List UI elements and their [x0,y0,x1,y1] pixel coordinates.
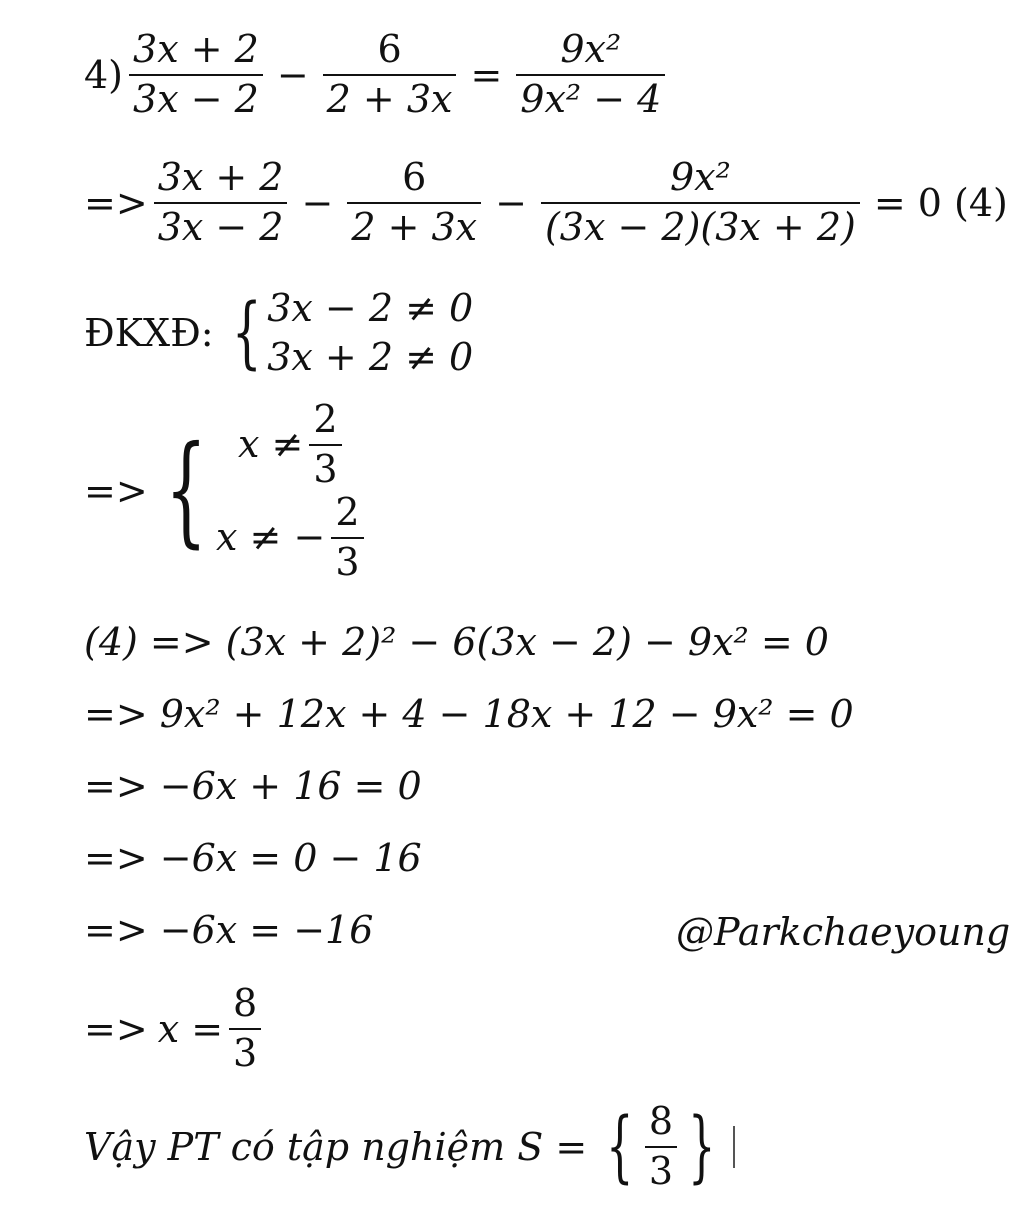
conclusion-line: Vậy PT có tập nghiệm S = { $\frac{8}{3}$ } [84,1100,735,1193]
fraction: $\frac{6}{2 + 3x}$ [323,28,457,121]
solution-set: { $\frac{8}{3}$ } [595,1100,734,1193]
step-line: => 9x² + 12x + 4 − 18x + 12 − 9x² = 0 [84,692,854,736]
dkxd-label: ĐKXĐ: [84,311,214,356]
step-line: => −6x + 16 = 0 [84,764,422,808]
step-line: (4) => (3x + 2)² − 6(3x − 2) − 9x² = 0 [84,620,829,664]
left-brace-icon: { [606,1101,634,1192]
condition-system: x ≠ $\frac{2}{3}$ x ≠ − $\frac{2}{3}$ [216,398,369,585]
implies-arrow: => [84,1006,148,1051]
step-line: => −6x = 0 − 16 [84,836,422,880]
fraction: $\frac{6}{2 + 3x}$ [347,156,481,249]
fraction: $\frac{3x + 2}{3x - 2}$ [154,156,288,249]
implies-arrow: => [84,180,148,225]
author-watermark: @Parkchaeyoung [676,910,1011,954]
solution-line: => x = $\frac{8}{3}$ [84,982,267,1075]
domain-condition [84,284,473,383]
x-conditions [84,398,370,585]
fraction: $\frac{\text{9x²}}{(3x - 2)(3x + 2)}$ [541,156,860,249]
problem-label: 4) [84,52,124,97]
step-line: => −6x = −16 [84,908,374,952]
fraction: $\frac{\text{9x²}}{\text{9x² − 4}}$ [516,28,665,121]
left-brace-icon: { [164,421,207,561]
implies-arrow: => [84,469,148,514]
rhs-zero: = 0 (4) [873,180,1008,225]
equation-line-2: => $\frac{3x + 2}{3x - 2}$ − $\frac{6}{2 + 3x}$ − $\frac{\text{9x²}}{(3x - 2)(3x + 2)}$ = 0 (4) [84,155,1008,249]
fraction: $\frac{3x + 2}{3x - 2}$ [129,28,263,121]
condition-system: 3x − 2 ≠ 0 3x + 2 ≠ 0 [267,286,474,380]
equation-line-1: 4) $\frac{3x + 2}{3x - 2}$ − $\frac{6}{2 + 3x}$ = $\frac{\text{9x²}}{\text{9x² − 4}}$ [84,28,671,121]
right-brace-icon: } [688,1101,716,1192]
text-cursor [733,1126,735,1168]
left-brace-icon: { [231,288,262,379]
fraction: $\frac{8}{3}$ [229,982,261,1075]
